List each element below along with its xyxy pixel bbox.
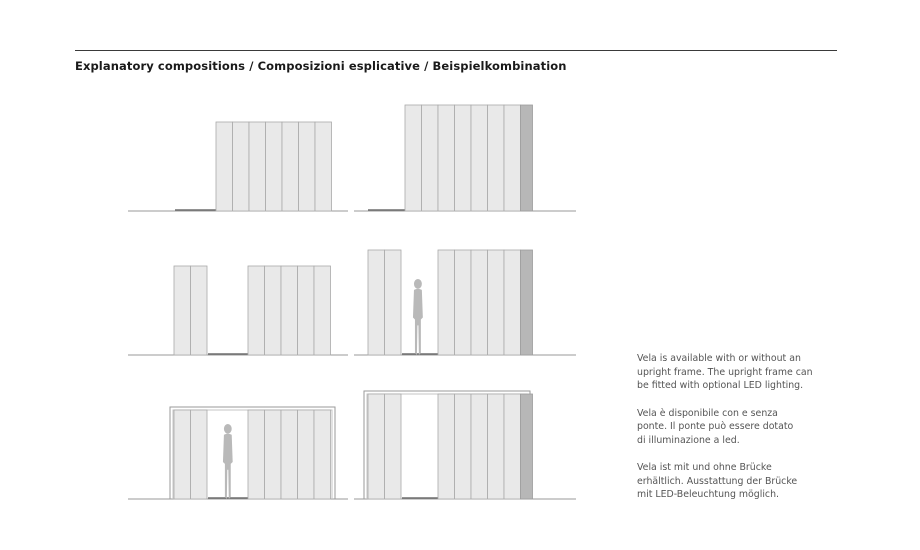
composition-2 bbox=[354, 105, 576, 211]
sliding-panel bbox=[455, 394, 472, 499]
person-silhouette bbox=[223, 424, 233, 499]
sliding-panel bbox=[422, 105, 439, 211]
description-german: Vela ist mit und ohne Brücke erhältlich. Ausstattung der Brücke mit LED-Beleuchtung möglich. bbox=[637, 462, 798, 500]
sliding-panel bbox=[438, 394, 455, 499]
description bbox=[637, 352, 837, 516]
sliding-panel bbox=[438, 250, 455, 355]
sliding-panel bbox=[281, 410, 298, 499]
sliding-panel bbox=[488, 250, 505, 355]
sliding-panel bbox=[314, 266, 331, 355]
sliding-panel bbox=[191, 410, 208, 499]
sliding-panel bbox=[174, 410, 191, 499]
sliding-panel bbox=[248, 410, 265, 499]
sliding-panel bbox=[455, 250, 472, 355]
sliding-panel bbox=[385, 394, 402, 499]
side-panel bbox=[521, 105, 533, 211]
side-panel bbox=[521, 394, 533, 499]
composition-3 bbox=[128, 266, 348, 355]
description-italian: Vela è disponibile con e senza ponte. Il ponte può essere dotato di illuminazione a led. bbox=[637, 407, 794, 446]
sliding-panel bbox=[504, 250, 521, 355]
composition-4 bbox=[354, 250, 576, 355]
sliding-panel bbox=[281, 266, 298, 355]
composition-6 bbox=[354, 391, 576, 499]
sliding-panel bbox=[504, 394, 521, 499]
composition-5 bbox=[128, 407, 348, 499]
sliding-panel bbox=[266, 122, 283, 211]
sliding-panel bbox=[233, 122, 250, 211]
person-silhouette bbox=[413, 279, 423, 355]
sliding-panel bbox=[174, 266, 191, 355]
sliding-panel bbox=[265, 266, 282, 355]
side-panel bbox=[521, 250, 533, 355]
sliding-panel bbox=[314, 410, 331, 499]
sliding-panel bbox=[471, 105, 488, 211]
sliding-panel bbox=[265, 410, 282, 499]
sliding-panel bbox=[504, 105, 521, 211]
page-title: Explanatory compositions / Composizioni esplicative / Beispielkombination bbox=[75, 59, 567, 73]
sliding-panel bbox=[315, 122, 332, 211]
sliding-panel bbox=[438, 105, 455, 211]
description-english: Vela is available with or without an upright frame. The upright frame can be fitted with optional LED lighting. bbox=[637, 353, 813, 391]
sliding-panel bbox=[488, 394, 505, 499]
sliding-panel bbox=[471, 394, 488, 499]
sliding-panel bbox=[405, 105, 422, 211]
composition-1 bbox=[128, 122, 348, 211]
sliding-panel bbox=[368, 250, 385, 355]
sliding-panel bbox=[249, 122, 266, 211]
sliding-panel bbox=[368, 394, 385, 499]
sliding-panel bbox=[471, 250, 488, 355]
sliding-panel bbox=[299, 122, 316, 211]
sliding-panel bbox=[216, 122, 233, 211]
sliding-panel bbox=[385, 250, 402, 355]
sliding-panel bbox=[248, 266, 265, 355]
sliding-panel bbox=[282, 122, 299, 211]
sliding-panel bbox=[298, 266, 315, 355]
sliding-panel bbox=[455, 105, 472, 211]
sliding-panel bbox=[298, 410, 315, 499]
sliding-panel bbox=[488, 105, 505, 211]
sliding-panel bbox=[191, 266, 208, 355]
